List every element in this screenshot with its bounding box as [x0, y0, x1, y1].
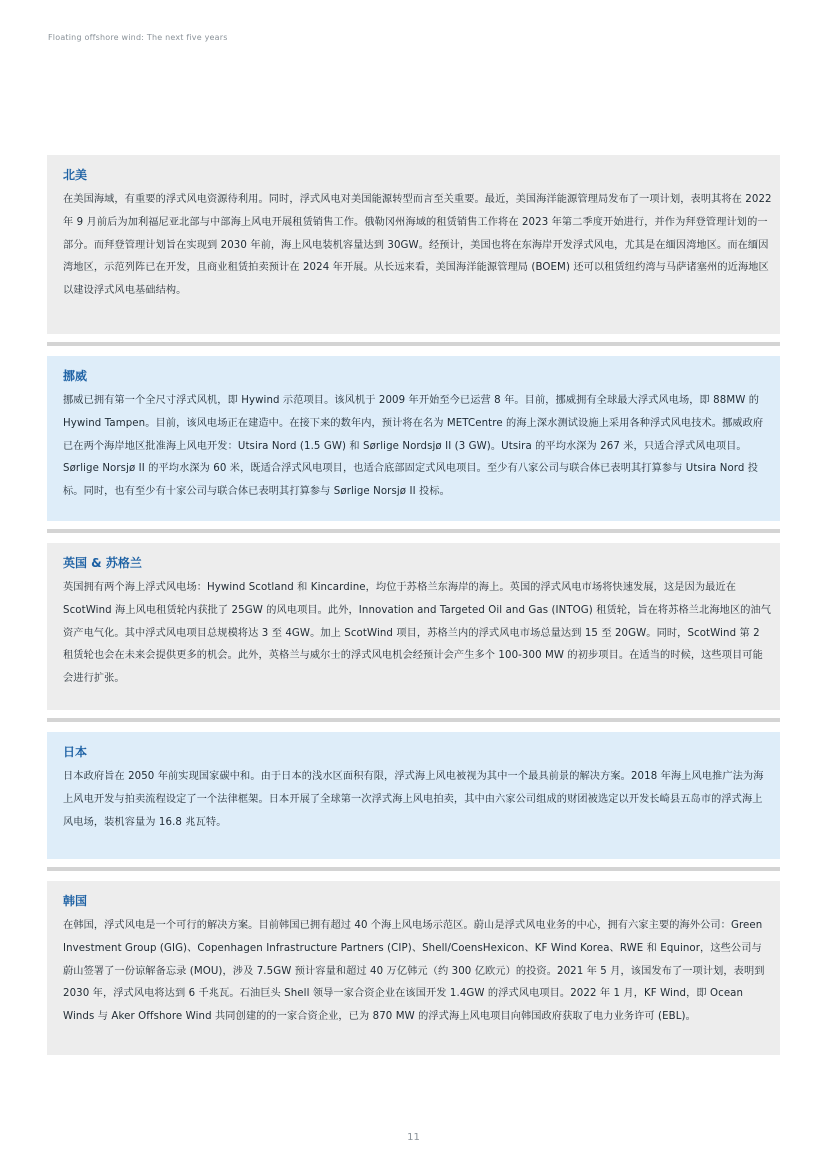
section-divider	[47, 529, 780, 533]
section-body: 在韩国，浮式风电是一个可行的解决方案。目前韩国已拥有超过 40 个海上风电场示范区。蔚山是浮式风电业务的中心，拥有六家主要的海外公司：Green Investment Group (GIG)、Copenhagen Infrastructure Partners (CIP)、Shell/CoensHexicon、KF Wind Korea、RWE 和 Equinor，这些公司与蔚山签署了一份谅解备忘录 (MOU)，涉及 7.5GW 预计容量和超过 40 万亿韩元（约 300 亿欧元）的投资。2021 年 5 月，该国发布了一项计划，表明到 2030 年，浮式风电将达到 6 千兆瓦。石油巨头 Shell 领导一家合资企业在该国开发 1.4GW 的浮式风电项目。2022 年 1 月，KF Wind，即 Ocean Winds 与 Aker Offshore Wind 共同创建的的一家合资企业，已为 870 MW 的浮式海上风电项目向韩国政府获取了电力业务许可 (EBL)。	[63, 920, 765, 1023]
running-header: Floating offshore wind: The next five years	[48, 33, 228, 42]
section-body: 在美国海域，有重要的浮式风电资源待利用。同时，浮式风电对美国能源转型而言至关重要。最近，美国海洋能源管理局发布了一项计划，表明其将在 2022 年 9 月前后为加利福尼亚北部与中部海上风电开展租赁销售工作。俄勒冈州海域的租赁销售工作将在 2023 年第二季度开始进行，并作为拜登管理计划的一部分。而拜登管理计划旨在实现到 2030 年前，海上风电装机容量达到 30GW。经预计，美国也将在东海岸开发浮式风电，尤其是在缅因湾地区。而在缅因湾地区，示范列阵已在开发，且商业租赁拍卖预计在 2024 年开展。从长远来看，美国海洋能源管理局 (BOEM) 还可以租赁纽约湾与马萨诸塞州的近海地区以建设浮式风电基础结构。	[63, 194, 772, 297]
section-north-america	[47, 155, 780, 334]
section-divider	[47, 342, 780, 346]
section-title: 北美	[63, 168, 88, 182]
section-body: 挪威已拥有第一个全尺寸浮式风机，即 Hywind 示范项目。该风机于 2009 年开始至今已运营 8 年。目前，挪威拥有全球最大浮式风电场，即 88MW 的 Hywind Tampen。目前，该风电场正在建造中。在接下来的数年内，预计将在名为 METCentre 的海上深水测试设施上采用各种浮式风电技术。挪威政府已在两个海岸地区批准海上风电开发：Utsira Nord (1.5 GW) 和 Sørlige Nordsjø II (3 GW)。Utsira 的平均水深为 267 米，只适合浮式风电项目。Sørlige Norsjø II 的平均水深为 60 米，既适合浮式风电项目，也适合底部固定式风电项目。至少有八家公司与联合体已表明其打算参与 Utsira Nord 投标。同时，也有至少有十家公司与联合体已表明其打算参与 Sørlige Norsjø II 投标。	[63, 395, 764, 498]
section-japan	[47, 732, 780, 859]
section-body: 日本政府旨在 2050 年前实现国家碳中和。由于日本的浅水区面积有限，浮式海上风电被视为其中一个最具前景的解决方案。2018 年海上风电推广法为海上风电开发与拍卖流程设定了一个法律框架。日本开展了全球第一次浮式海上风电拍卖，其中由六家公司组成的财团被选定以开发长崎县五岛市的浮式海上风电场，装机容量为 16.8 兆瓦特。	[63, 771, 764, 828]
page-number: 11	[407, 1132, 420, 1143]
section-norway	[47, 356, 780, 521]
section-body: 英国拥有两个海上浮式风电场：Hywind Scotland 和 Kincardine，均位于苏格兰东海岸的海上。英国的浮式风电市场将快速发展，这是因为最近在 ScotWind 海上风电租赁轮内获批了 25GW 的风电项目。此外，Innovation and Targeted Oil and Gas (INTOG) 租赁轮，旨在将苏格兰北海地区的油气资产电气化。其中浮式风电项目总规模将达 3 至 4GW。加上 ScotWind 项目，苏格兰内的浮式风电市场总量达到 15 至 20GW。同时，ScotWind 第 2 租赁轮也会在未来会提供更多的机会。此外，英格兰与威尔士的浮式风电机会经预计会产生多个 100-300 MW 的初步项目。在适当的时候，这些项目可能会进行扩张。	[63, 582, 772, 685]
section-uk-scotland	[47, 543, 780, 710]
section-divider	[47, 867, 780, 871]
section-title: 日本	[63, 745, 88, 759]
section-title: 英国 & 苏格兰	[63, 556, 142, 570]
section-title: 挪威	[63, 369, 88, 383]
section-title: 韩国	[63, 894, 88, 908]
section-divider	[47, 718, 780, 722]
section-korea	[47, 881, 780, 1055]
